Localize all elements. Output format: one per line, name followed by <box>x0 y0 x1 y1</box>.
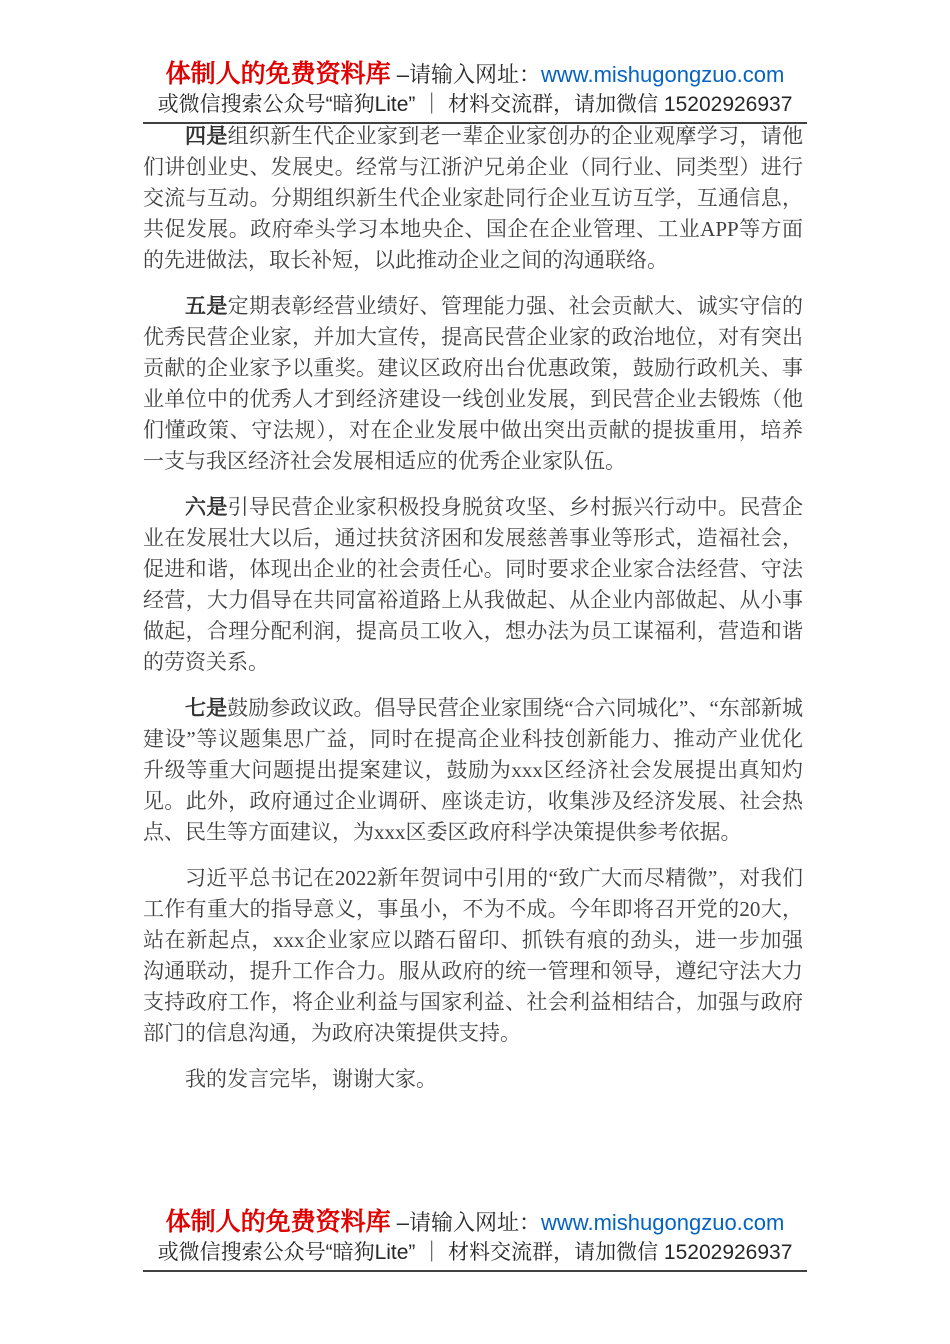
paragraph-text: 定期表彰经营业绩好、管理能力强、社会贡献大、诚实守信的优秀民营企业家，并加大宣传，提高民营企业家的政治地位，对有突出贡献的企业家予以重奖。建议区政府出台优惠政策，鼓励行政机关、事业单位中的优秀人才到经济建设一线创业发展，到民营企业去锻炼（他们懂政策、守法规），对在企业发展中做出突出贡献的提拔重用，培养一支与我区经济社会发展相适应的优秀企业家队伍。 <box>143 294 804 473</box>
paragraph-lead: 七是 <box>185 696 228 720</box>
footer-brand-text: 体制人的免费资料库 <box>165 1208 391 1236</box>
footer-line2: 或微信搜索公众号“暗狗Lite” ｜ 材料交流群，请加微信 15202926937 <box>157 1241 793 1264</box>
paragraph-lead: 六是 <box>185 495 228 519</box>
footer-rule <box>143 1270 807 1272</box>
footer-line1 <box>0 1208 950 1237</box>
document-body <box>143 121 803 1110</box>
header-brand-text: 体制人的免费资料库 <box>165 60 391 88</box>
footer-banner <box>0 1208 950 1272</box>
footer-url-prefix: –请输入网址： <box>390 1210 542 1235</box>
header-line1 <box>0 60 950 89</box>
paragraph-text: 鼓励参政议政。倡导民营企业家围绕“合六同城化”、“东部新城建设”等议题集思广益，同时在提高企业科技创新能力、推动产业优化升级等重大问题提出提案建议，鼓励为xxx区经济社会发展提出真知灼见。此外，政府通过企业调研、座谈走访，收集涉及经济发展、社会热点、民生等方面建议，为xxx区委区政府科学决策提供参考依据。 <box>143 696 803 844</box>
paragraph <box>143 863 803 1049</box>
header-banner <box>0 0 950 124</box>
paragraph <box>143 693 803 848</box>
paragraph-text: 组织新生代企业家到老一辈企业家创办的企业观摩学习，请他们讲创业史、发展史。经常与江浙沪兄弟企业（同行业、同类型）进行交流与互动。分期组织新生代企业家赴同行企业互访互学，互通信息，共促发展。政府牵头学习本地央企、国企在企业管理、工业APP等方面的先进做法，取长补短，以此推动企业之间的沟通联络。 <box>143 124 804 272</box>
paragraph-text: 引导民营企业家积极投身脱贫攻坚、乡村振兴行动中。民营企业在发展壮大以后，通过扶贫济困和发展慈善事业等形式，造福社会，促进和谐，体现出企业的社会责任心。同时要求企业家合法经营、守法经营，大力倡导在共同富裕道路上从我做起、从企业内部做起、从小事做起，合理分配利润，提高员工收入，想办法为员工谋福利，营造和谐的劳资关系。 <box>143 495 804 674</box>
paragraph <box>143 291 803 477</box>
header-url-prefix: –请输入网址： <box>390 62 542 87</box>
paragraph-text: 我的发言完毕，谢谢大家。 <box>185 1067 437 1091</box>
paragraph <box>143 1064 803 1095</box>
paragraph-lead: 四是 <box>185 124 228 148</box>
paragraph <box>143 492 803 678</box>
paragraph <box>143 121 803 276</box>
header-line2: 或微信搜索公众号“暗狗Lite” ｜ 材料交流群，请加微信 15202926937 <box>157 93 793 116</box>
footer-url-link[interactable]: www.mishugongzuo.com <box>541 1210 785 1235</box>
header-url-link[interactable]: www.mishugongzuo.com <box>541 62 785 87</box>
paragraph-lead: 五是 <box>185 294 228 318</box>
paragraph-text: 习近平总书记在2022新年贺词中引用的“致广大而尽精微”，对我们工作有重大的指导意义，事虽小，不为不成。今年即将召开党的20大，站在新起点，xxx企业家应以踏石留印、抓铁有痕的劲头，进一步加强沟通联动，提升工作合力。服从政府的统一管理和领导，遵纪守法大力支持政府工作，将企业利益与国家利益、社会利益相结合，加强与政府部门的信息沟通，为政府决策提供支持。 <box>143 866 803 1045</box>
